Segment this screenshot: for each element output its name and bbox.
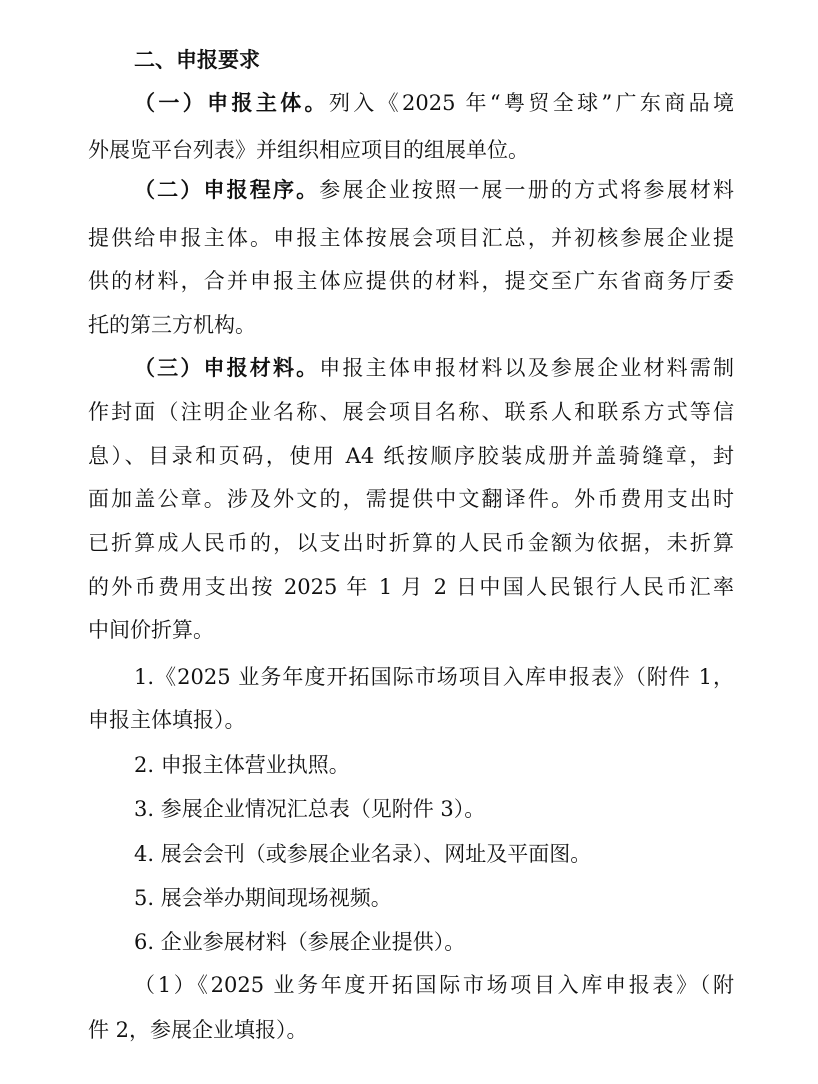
para-procedure-line4: 托的第三方机构。 xyxy=(88,313,256,337)
section-heading: 二、申报要求 xyxy=(134,48,260,72)
para-materials-line5: 已折算成人民币的，以支出时折算的人民币金额为依据，未折算 xyxy=(88,531,734,555)
para-subject-label: （一）申报主体。 xyxy=(134,91,329,115)
sub-item-1-line2: 件 2，参展企业填报）。 xyxy=(88,1018,308,1042)
list-item-4: 4. 展会会刊（或参展企业名录）、网址及平面图。 xyxy=(134,842,592,866)
para-materials-line6: 的外币费用支出按 2025 年 1 月 2 日中国人民银行人民币汇率 xyxy=(88,575,734,599)
para-materials-line7: 中间价折算。 xyxy=(88,618,214,642)
para-subject-line2: 外展览平台列表》并组织相应项目的组展单位。 xyxy=(88,138,529,162)
para-materials-label: （三）申报材料。 xyxy=(134,356,320,380)
para-materials-line3: 息）、目录和页码，使用 A4 纸按顺序胶装成册并盖骑缝章，封 xyxy=(88,444,734,468)
para-materials-text1: 申报主体申报材料以及参展企业材料需制 xyxy=(319,356,734,380)
para-materials-line2: 作封面（注明企业名称、展会项目名称、联系人和联系方式等信 xyxy=(88,400,734,424)
sub-item-1-line1: （1）《2025 业务年度开拓国际市场项目入库申报表》（附 xyxy=(134,973,734,997)
para-materials-line1 xyxy=(134,353,734,383)
para-subject-line1 xyxy=(134,88,734,118)
list-item-5: 5. 展会举办期间现场视频。 xyxy=(134,886,392,910)
list-item-3: 3. 参展企业情况汇总表（见附件 3）。 xyxy=(134,797,486,821)
para-subject-text1: 列入《2025 年“粤贸全球”广东商品境 xyxy=(328,91,735,115)
para-procedure-line1 xyxy=(134,175,734,205)
list-item-1-line2: 申报主体填报）。 xyxy=(88,708,246,732)
list-item-6: 6. 企业参展材料（参展企业提供）。 xyxy=(134,930,466,954)
para-procedure-line2: 提供给申报主体。申报主体按展会项目汇总，并初核参展企业提 xyxy=(88,226,734,250)
list-item-1-line1: 1.《2025 业务年度开拓国际市场项目入库申报表》（附件 1， xyxy=(134,665,734,689)
para-procedure-label: （二）申报程序。 xyxy=(134,178,320,202)
list-item-2: 2. 申报主体营业执照。 xyxy=(134,753,350,777)
para-procedure-text1: 参展企业按照一展一册的方式将参展材料 xyxy=(319,178,734,202)
para-procedure-line3: 供的材料，合并申报主体应提供的材料，提交至广东省商务厅委 xyxy=(88,269,734,293)
para-materials-line4: 面加盖公章。涉及外文的，需提供中文翻译件。外币费用支出时 xyxy=(88,487,734,511)
